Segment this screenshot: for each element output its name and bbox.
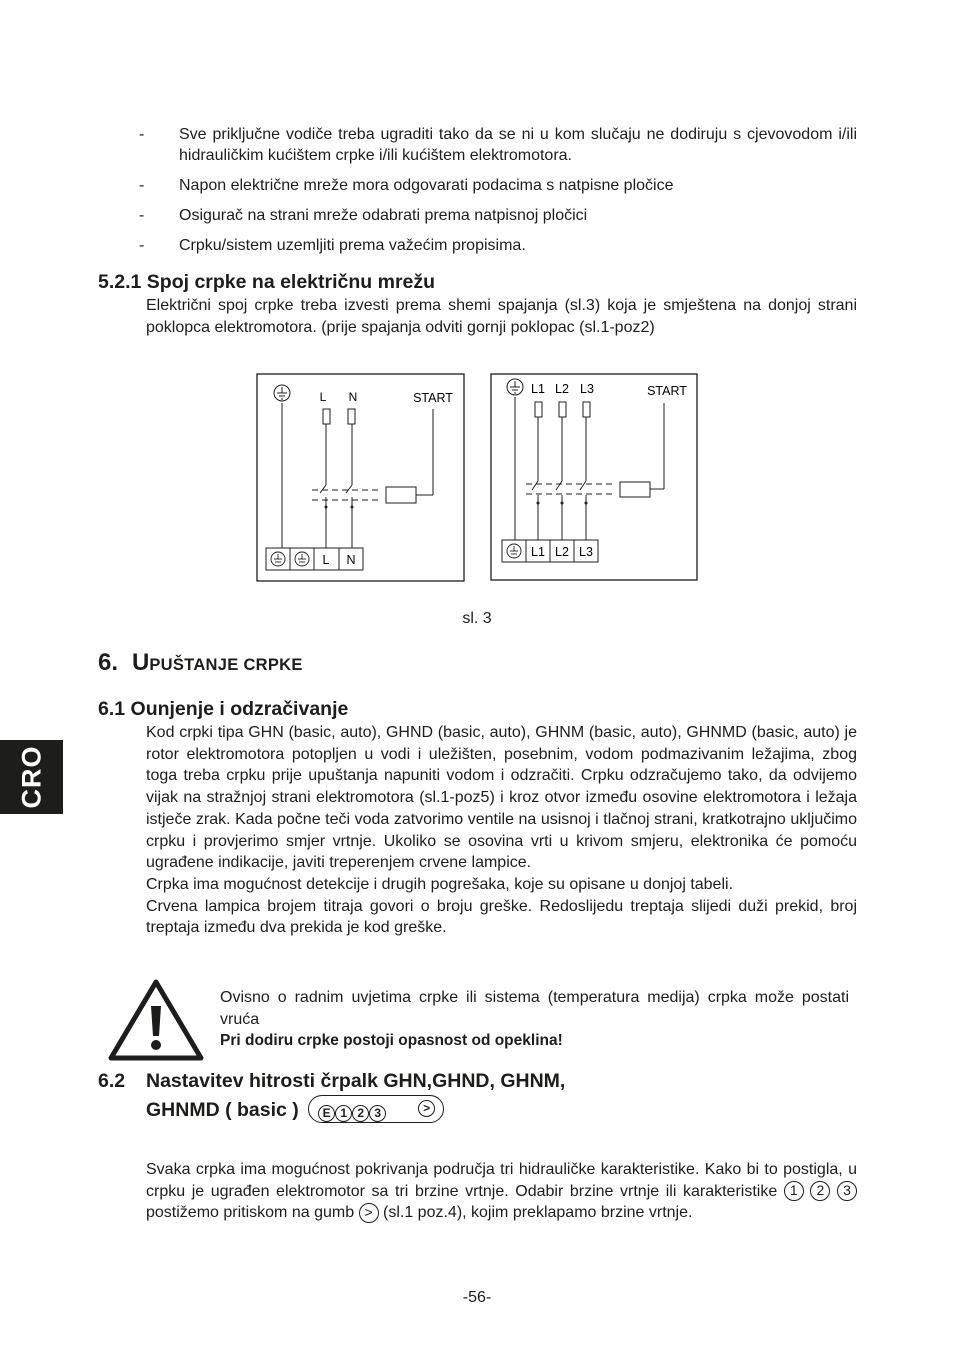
ground-icon xyxy=(295,552,309,566)
control-panel-pill xyxy=(308,1095,444,1123)
warning-text: Ovisno o radnim uvjetima crpke ili sistema (temperatura medija) crpka može postati vruća xyxy=(220,989,849,1028)
warning-icon xyxy=(108,978,204,1062)
speed-1-icon: 1 xyxy=(335,1105,352,1122)
wiring-diagram-three-phase xyxy=(490,373,700,583)
paragraph: Crvena lampica brojem titraja govori o broju greške. Redoslijedu treptaja slijedi duži prekid, broj treptaja između dva prekida je kod greške. xyxy=(146,897,857,937)
label-l1: L1 xyxy=(531,382,545,396)
warning-bold: Pri dodiru crpke postoji opasnost od opeklina! xyxy=(220,1032,563,1050)
label-start: START xyxy=(647,384,687,398)
paragraph: Kod crpki tipa GHN (basic, auto), GHND (basic, auto), GHNM (basic, auto), GHNMD (basic, auto) je rotor elektromotora potopljen u vodi i uležišten, posebnim, vodom podmazivanim ležajima, zbog toga treba crpku prije upuštanja napuniti vodom i odzračiti. Crpku odzračujemo tako, da odvijemo vijak na stražnjoj strani elektromotora (sl.1-poz5) i kroz otvor između osovine elektromotora i ležaja istječe zrak. Kada počne teči voda zatvorimo ventile na usisnoj i tlačnoj strani, kratkotrajno uključimo crpku i provjerimo smjer vrtnje. Ukoliko se osovina vrti u krivom smjeru, elektronika će pomoću ugrađene indikacije, javiti treperenjem crvene lampice. xyxy=(146,724,857,872)
list-item: - Sve priključne vodiče treba ugraditi tako da se ni u kom slučaju ne dodiruju s cjevovodom i/ili hidrauličkim kućištem crpke i/ili kućištem elektromotora. xyxy=(136,124,857,166)
paragraph: Crpka ima mogućnost detekcije i drugih pogrešaka, koje su opisane u donjoj tabeli. xyxy=(146,875,734,893)
page-number: -56- xyxy=(462,1289,492,1306)
label-l: L xyxy=(319,390,327,404)
warning-text-block xyxy=(220,987,849,1052)
speed-paragraph: Svaka crpka ima mogućnost pokrivanja područja tri hidrauličke karakteristike. Kako bi to postigla, u crpku je ugrađen elektromotor sa tri brzine vrtnje. Odabir brzine vrtnje ili karakteristike 1 2 3 postižemo pritiskom na gumb > (sl.1 poz.4), kojim preklapamo brzine vrtnje. xyxy=(146,1161,857,1222)
label-n: N xyxy=(348,390,358,404)
speed-2-icon: 2 xyxy=(810,1181,830,1201)
figure-caption: sl. 3 xyxy=(462,610,492,627)
section-61-body xyxy=(146,722,857,939)
speed-button-icon: > xyxy=(359,1203,379,1223)
error-icon: E xyxy=(318,1105,335,1122)
speed-button-icon: > xyxy=(418,1100,435,1117)
ground-icon xyxy=(507,544,521,558)
terminal-n: N xyxy=(346,553,356,567)
section-62-title-text: GHNMD ( basic ) xyxy=(146,1099,299,1122)
section-521-title: 5.2.1 Spoj crpke na električnu mrežu xyxy=(98,271,436,293)
ground-icon xyxy=(271,552,285,566)
list-item: - Osigurač na strani mreže odabrati prema natpisnoj pločici xyxy=(136,205,857,226)
list-item: - Napon električne mreže mora odgovarati podacima s natpisne pločice xyxy=(136,175,857,196)
section-62-title-line2 xyxy=(146,1097,444,1125)
speed-3-icon: 3 xyxy=(837,1181,857,1201)
section-6-title: 6. UPUŠTANJE CRPKE xyxy=(98,649,303,676)
label-l2: L2 xyxy=(555,382,569,396)
label-start: START xyxy=(413,391,453,405)
terminal-l1: L1 xyxy=(531,545,545,559)
section-521-text: Električni spoj crpke treba izvesti prema shemi spajanja (sl.3) koja je smještena na donjoj strani poklopca elektromotora. (prije spajanja odviti gornji poklopac (sl.1-poz2) xyxy=(146,297,857,336)
requirements-list xyxy=(136,124,857,265)
section-62-number: 6.2 xyxy=(98,1070,126,1092)
language-tab: CRO xyxy=(0,740,63,814)
terminal-l: L xyxy=(322,553,330,567)
label-l3: L3 xyxy=(580,382,594,396)
terminal-l2: L2 xyxy=(555,545,569,559)
ground-icon xyxy=(274,385,290,401)
section-62-title-line1: Nastavitev hitrosti črpalk GHN,GHND, GHNM, xyxy=(146,1070,566,1092)
ground-icon xyxy=(507,379,523,395)
terminal-l3: L3 xyxy=(579,545,593,559)
speed-1-icon: 1 xyxy=(784,1181,804,1201)
speed-2-icon: 2 xyxy=(352,1105,369,1122)
section-61-title: 6.1 Ounjenje i odzračivanje xyxy=(98,698,349,720)
speed-3-icon: 3 xyxy=(369,1105,386,1122)
wiring-diagram-single-phase xyxy=(256,373,466,583)
list-item: - Crpku/sistem uzemljiti prema važećim propisima. xyxy=(136,235,857,256)
